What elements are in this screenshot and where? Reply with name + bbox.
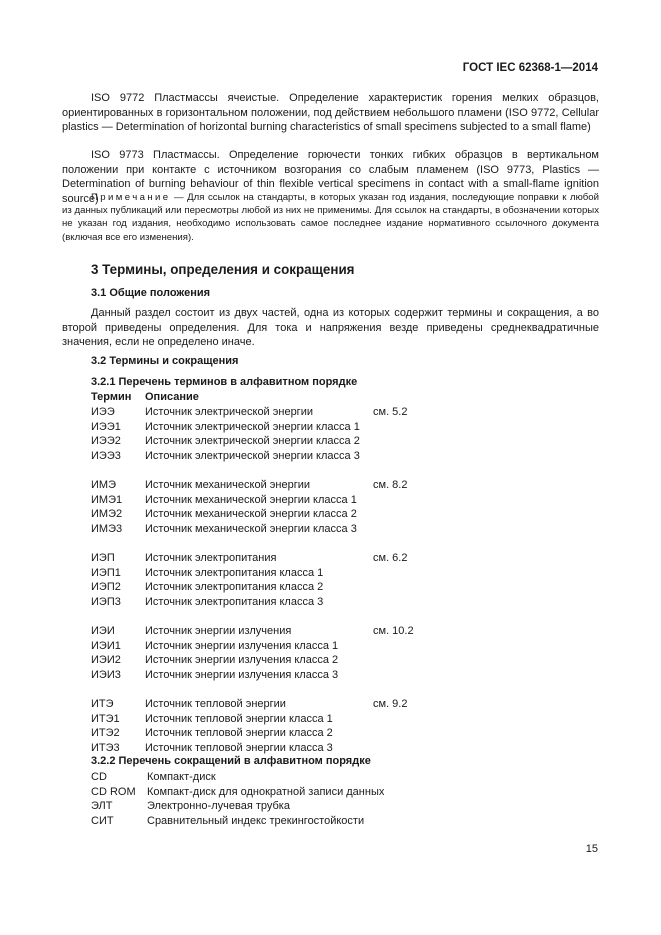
- description-cell: Источник механической энергии: [145, 479, 310, 492]
- description-cell: Сравнительный индекс трекингостойкости: [147, 814, 365, 827]
- abbreviation-cell: CD: [91, 771, 107, 783]
- description-cell: Источник электропитания класса 2: [145, 581, 324, 594]
- description-cell: Источник электропитания класса 3: [145, 595, 324, 608]
- section-3-1-title: 3.1 Общие положения: [91, 287, 211, 299]
- section-3-1-text: Данный раздел состоит из двух частей, одна из которых содержит термины и сокращения, а во второй приведены определения. Для тока и напряжения везде приведены среднеквадратичные значения, если не определено иначе.: [62, 307, 599, 349]
- description-cell: Источник тепловой энергии класса 2: [145, 727, 333, 740]
- description-cell: Источник энергии излучения класса 3: [145, 668, 339, 681]
- term-cell: ИТЭ2: [91, 727, 120, 740]
- reference-cell: см. 6.2: [373, 552, 408, 565]
- term-cell: ИЭЭ: [91, 406, 115, 418]
- section-3-title: 3 Термины, определения и сокращения: [91, 262, 355, 277]
- abbreviation-cell: CD ROM: [91, 785, 136, 798]
- reference-cell: см. 10.2: [373, 625, 414, 638]
- description-column-header: Описание: [145, 391, 199, 403]
- section-3-2-2-title: 3.2.2 Перечень сокращений в алфавитном порядке: [91, 755, 371, 767]
- section-3-2-title: 3.2 Термины и сокращения: [91, 355, 239, 367]
- term-cell: ИЭЭ2: [91, 435, 121, 447]
- description-cell: Источник механической энергии класса 3: [145, 522, 357, 535]
- term-cell: ИЭЭ1: [91, 420, 121, 433]
- term-cell: ИТЭ1: [91, 712, 120, 725]
- standard-header: ГОСТ IEC 62368-1—2014: [462, 62, 598, 74]
- term-cell: ИЭП1: [91, 566, 121, 579]
- description-cell: Источник механической энергии класса 2: [145, 508, 357, 521]
- description-cell: Источник энергии излучения: [145, 625, 292, 638]
- term-cell: ИМЭ2: [91, 508, 123, 521]
- description-cell: Компакт-диск: [147, 771, 216, 783]
- reference-cell: см. 8.2: [373, 479, 408, 492]
- page-number: 15: [585, 843, 598, 855]
- description-cell: Источник энергии излучения класса 1: [145, 639, 339, 652]
- term-cell: ИЭП: [91, 552, 115, 565]
- term-column-header: Термин: [91, 391, 132, 403]
- note-label: Примечание: [91, 192, 171, 203]
- iso9772-paragraph: ISO 9772 Пластмассы ячеистые. Определение характеристик горения мелких образцов, ориентированных в горизонтальном положении, под действием небольшого пламени (ISO 9772, Cellular plastics — Determination of horizontal burning characteristics of small specimens subjected to a small flame): [62, 92, 599, 134]
- term-cell: ИТЭ: [91, 698, 114, 711]
- term-cell: ИМЭ3: [91, 522, 123, 535]
- abbreviation-cell: ЭЛТ: [91, 800, 113, 813]
- description-cell: Источник тепловой энергии класса 3: [145, 741, 333, 754]
- term-cell: ИЭП2: [91, 581, 121, 594]
- description-cell: Источник механической энергии класса 1: [145, 493, 357, 506]
- description-cell: Источник электрической энергии класса 1: [145, 420, 360, 433]
- reference-cell: см. 5.2: [373, 406, 408, 418]
- description-cell: Источник электропитания: [145, 552, 277, 565]
- term-cell: ИЭЭ3: [91, 449, 121, 462]
- description-cell: Источник тепловой энергии: [145, 698, 286, 711]
- term-cell: ИЭИ2: [91, 654, 121, 667]
- term-cell: ИТЭ3: [91, 741, 120, 754]
- section-3-2-1-title: 3.2.1 Перечень терминов в алфавитном порядке: [91, 376, 358, 388]
- iso9773-paragraph: ISO 9773 Пластмассы. Определение горючести тонких гибких образцов в вертикальном положении при контакте с источником возгорания со слабым пламенем (ISO 9773, Plastics — Determination of burning behaviour of thin flexible vertical specimens in contact with a small-flame ignition source): [62, 149, 599, 205]
- reference-cell: см. 9.2: [373, 698, 408, 711]
- description-cell: Источник электрической энергии: [145, 406, 313, 418]
- note-text: — Для ссылок на стандарты, в которых указан год издания, последующие поправки к любой из данных публикаций или пересмотры любой из них не применимы. Для ссылок на стандарты, в обозначении которых не указан год издания, необходимо использовать самое последнее издание нормативного ссылочного документа (включая все его изменения).: [62, 192, 599, 243]
- note-block: [62, 191, 599, 244]
- description-cell: Электронно-лучевая трубка: [147, 800, 290, 813]
- description-cell: Источник электрической энергии класса 3: [145, 449, 360, 462]
- description-cell: Источник тепловой энергии класса 1: [145, 712, 333, 725]
- term-cell: ИЭИ1: [91, 639, 121, 652]
- term-cell: ИЭП3: [91, 595, 121, 608]
- term-cell: ИЭИ: [91, 625, 115, 638]
- term-cell: ИЭИ3: [91, 668, 121, 681]
- description-cell: Источник электрической энергии класса 2: [145, 435, 360, 447]
- description-cell: Компакт-диск для однократной записи данных: [147, 785, 385, 798]
- term-cell: ИМЭ: [91, 479, 116, 492]
- abbreviation-cell: СИТ: [91, 814, 114, 827]
- description-cell: Источник энергии излучения класса 2: [145, 654, 339, 667]
- description-cell: Источник электропитания класса 1: [145, 566, 324, 579]
- term-cell: ИМЭ1: [91, 493, 123, 506]
